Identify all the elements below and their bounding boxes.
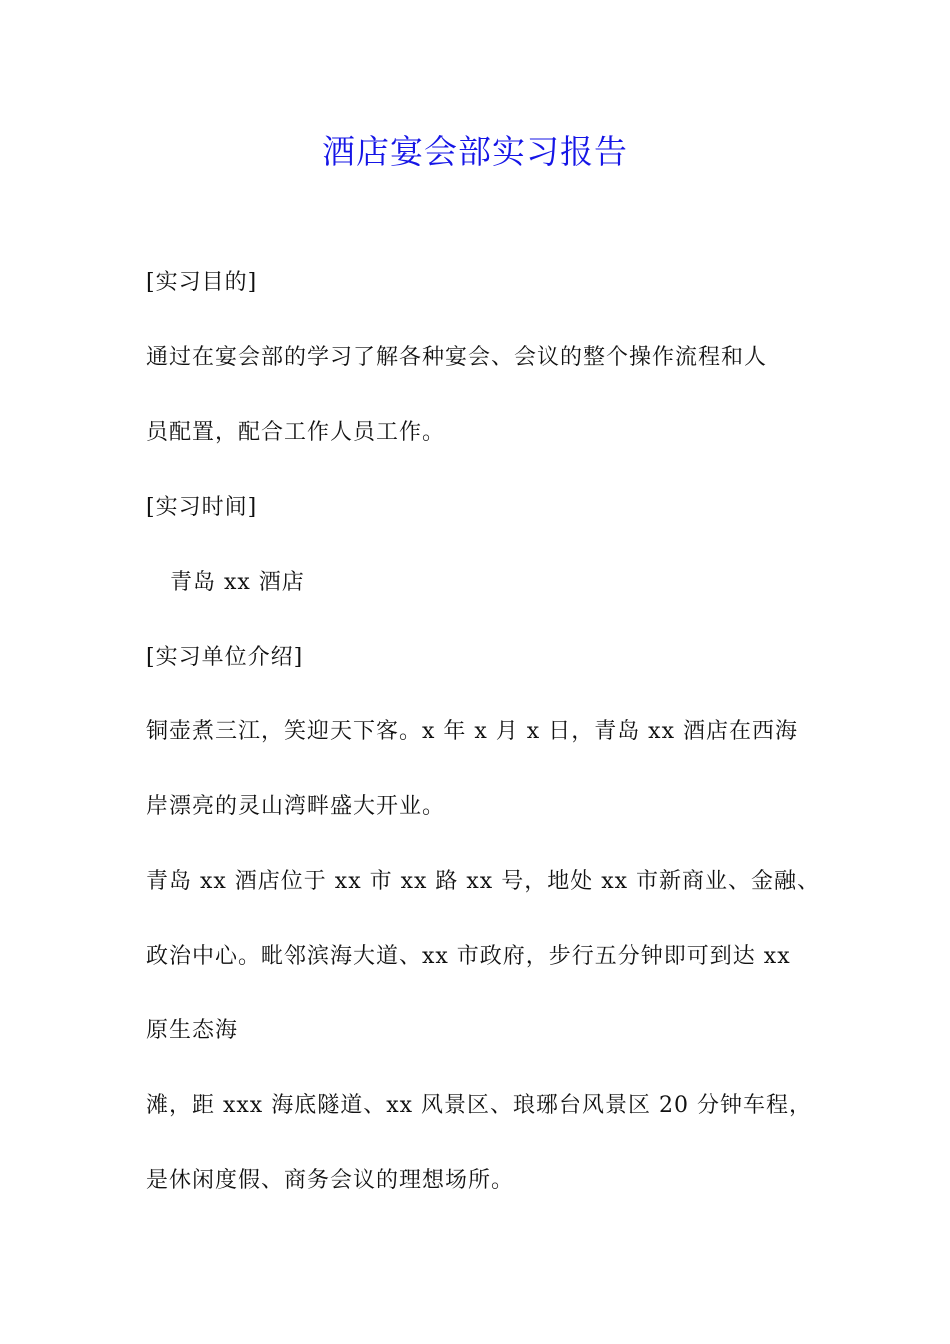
paragraph-line: 通过在宴会部的学习了解各种宴会、会议的整个操作流程和人: [146, 345, 768, 370]
paragraph-line: 青岛 xx 酒店: [170, 570, 305, 595]
paragraph-line: 铜壶煮三江，笑迎天下客。x 年 x 月 x 日，青岛 xx 酒店在西海: [146, 719, 798, 744]
page-title: 酒店宴会部实习报告: [322, 132, 628, 171]
paragraph-line: 员配置，配合工作人员工作。: [146, 420, 446, 445]
paragraph-line: 岸漂亮的灵山湾畔盛大开业。: [146, 794, 446, 819]
paragraph-line: 滩，距 xxx 海底隧道、xx 风景区、琅琊台风景区 20 分钟车程，: [146, 1093, 812, 1118]
paragraph-line: 原生态海: [146, 1018, 239, 1043]
paragraph-line: 政治中心。毗邻滨海大道、xx 市政府，步行五分钟即可到达 xx: [146, 944, 791, 969]
section-heading-company: [实习单位介绍]: [146, 645, 304, 670]
paragraph-line: 青岛 xx 酒店位于 xx 市 xx 路 xx 号，地处 xx 市新商业、金融、: [146, 869, 821, 894]
section-heading-purpose: [实习目的]: [146, 270, 258, 295]
section-heading-time: [实习时间]: [146, 495, 258, 520]
paragraph-line: 是休闲度假、商务会议的理想场所。: [146, 1168, 515, 1193]
